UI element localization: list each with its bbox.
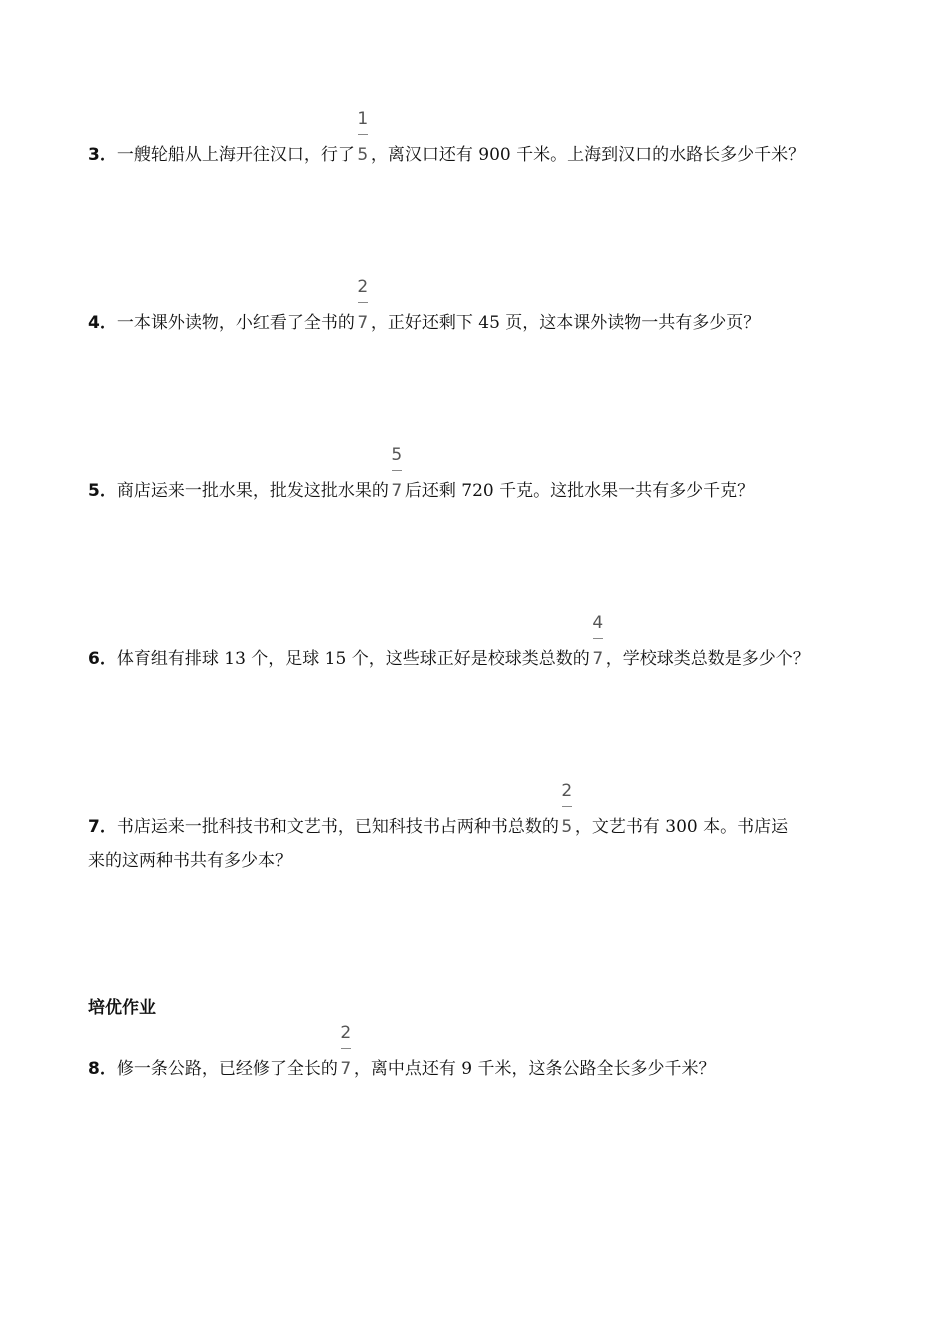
question-6 <box>88 612 810 676</box>
fraction <box>390 444 404 502</box>
question-3 <box>88 108 806 172</box>
question-text: 一艘轮船从上海开往汉口，行了 <box>116 145 355 165</box>
fraction-numerator: 4 <box>592 612 604 633</box>
fraction-denominator: 7 <box>391 480 403 501</box>
fraction <box>339 1022 353 1080</box>
question-text: 一本课外读物，小红看了全书的 <box>116 313 355 333</box>
question-8 <box>88 1022 716 1086</box>
question-text: 商店运来一批水果，批发这批水果的 <box>116 481 389 501</box>
fraction <box>356 108 370 166</box>
fraction <box>356 276 370 334</box>
fraction-denominator: 7 <box>340 1058 352 1079</box>
question-text: 后还剩 720 千克。这批水果一共有多少千克？ <box>404 481 755 501</box>
fraction-denominator: 5 <box>561 816 573 837</box>
question-number: 3． <box>88 145 117 165</box>
question-number: 5． <box>88 481 117 501</box>
question-7 <box>88 780 789 878</box>
question-text: 修一条公路，已经修了全长的 <box>116 1059 338 1079</box>
fraction-numerator: 2 <box>340 1022 352 1043</box>
question-text: 体育组有排球 13 个，足球 15 个，这些球正好是校球类总数的 <box>116 649 590 669</box>
question-number: 7． <box>88 817 117 837</box>
fraction-numerator: 2 <box>561 780 573 801</box>
fraction-denominator: 5 <box>357 144 369 165</box>
fraction <box>591 612 605 670</box>
question-number: 6． <box>88 649 117 669</box>
section-heading: 培优作业 <box>88 998 156 1018</box>
question-text: 书店运来一批科技书和文艺书，已知科技书占两种书总数的 <box>116 817 559 837</box>
question-text: ，离中点还有 9 千米，这条公路全长多少千米？ <box>353 1059 716 1079</box>
fraction-numerator: 2 <box>357 276 369 297</box>
question-text-line2: 来的这两种书共有多少本？ <box>88 851 292 871</box>
fraction-denominator: 7 <box>357 312 369 333</box>
fraction-numerator: 1 <box>357 108 369 129</box>
fraction-numerator: 5 <box>391 444 403 465</box>
question-5 <box>88 444 755 508</box>
question-4 <box>88 276 761 340</box>
question-text: ，正好还剩下 45 页，这本课外读物一共有多少页？ <box>370 313 761 333</box>
question-number: 8． <box>88 1059 117 1079</box>
question-number: 4． <box>88 313 117 333</box>
fraction <box>560 780 574 838</box>
fraction-denominator: 7 <box>592 648 604 669</box>
question-text: ，离汉口还有 900 千米。上海到汉口的水路长多少千米？ <box>370 145 806 165</box>
question-text: ，文艺书有 300 本。书店运 <box>574 817 789 837</box>
question-text: ，学校球类总数是多少个？ <box>605 649 810 669</box>
